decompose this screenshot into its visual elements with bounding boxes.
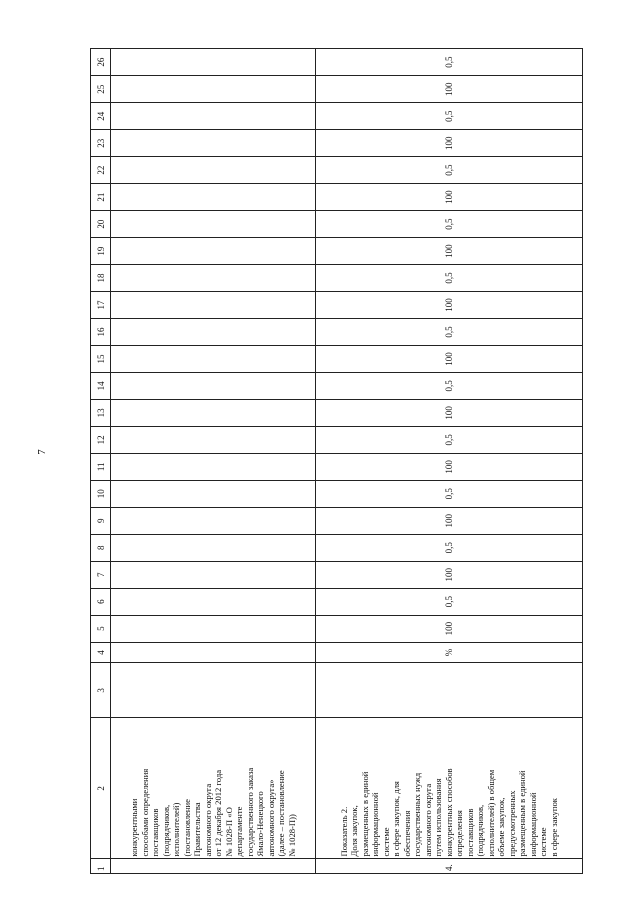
column-number-cell: 3 bbox=[91, 663, 111, 718]
description-line: предусмотренных bbox=[506, 790, 517, 857]
empty-cell bbox=[111, 265, 316, 292]
value-cell: 0,5 bbox=[316, 534, 583, 561]
value-cell: 0,5 bbox=[316, 211, 583, 238]
column-number-cell: 2 bbox=[91, 718, 111, 859]
description-line: в сфере закупок bbox=[548, 798, 559, 857]
empty-cell bbox=[111, 372, 316, 399]
empty-cell bbox=[111, 76, 316, 103]
column-number-cell: 7 bbox=[91, 561, 111, 588]
column-number-cell: 5 bbox=[91, 615, 111, 642]
column-number-cell: 6 bbox=[91, 588, 111, 615]
value-cell: 100 bbox=[316, 453, 583, 480]
description-line: в сфере закупок, для bbox=[391, 781, 402, 857]
description-line: путем использования bbox=[433, 778, 444, 857]
description-line: Ямало-Ненецкого bbox=[255, 791, 265, 857]
description-line: Показатель 2. bbox=[338, 806, 349, 857]
description-line: системе bbox=[380, 827, 391, 857]
description-line: поставщиков bbox=[150, 808, 160, 857]
description-line: автономного округа bbox=[422, 783, 433, 857]
row-number-cell bbox=[111, 859, 316, 874]
column-number-cell: 21 bbox=[91, 184, 111, 211]
column-number-cell: 20 bbox=[91, 211, 111, 238]
value-cell: 0,5 bbox=[316, 265, 583, 292]
value-cell: 100 bbox=[316, 507, 583, 534]
row-number-cell: 4. bbox=[316, 859, 583, 874]
value-cell: 100 bbox=[316, 76, 583, 103]
description-line: автономного округа» bbox=[265, 779, 276, 857]
empty-cell bbox=[111, 157, 316, 184]
column-number-cell: 1 bbox=[91, 859, 111, 874]
description-line: объеме закупок, bbox=[496, 797, 507, 857]
description-line: информационной bbox=[370, 792, 381, 857]
description-line: от 12 декабря 2012 года bbox=[213, 769, 223, 857]
column-number-cell: 13 bbox=[91, 399, 111, 426]
column-number-cell: 14 bbox=[91, 372, 111, 399]
empty-cell bbox=[111, 211, 316, 238]
description-line: № 1028-П)) bbox=[286, 814, 297, 857]
value-cell: 100 bbox=[316, 292, 583, 319]
column-number-cell: 22 bbox=[91, 157, 111, 184]
column-number-cell: 24 bbox=[91, 103, 111, 130]
column-number-cell: 4 bbox=[91, 642, 111, 663]
empty-cell bbox=[111, 426, 316, 453]
value-cell: 100 bbox=[316, 561, 583, 588]
value-cell: 0,5 bbox=[316, 103, 583, 130]
empty-cell bbox=[111, 130, 316, 157]
empty-cell bbox=[111, 238, 316, 265]
description-line: государственных нужд bbox=[412, 772, 423, 857]
empty-cell bbox=[111, 480, 316, 507]
empty-cell bbox=[111, 561, 316, 588]
description-line: государственного заказа bbox=[244, 767, 255, 857]
description-line: департаменте bbox=[234, 806, 244, 857]
empty-cell bbox=[316, 663, 583, 718]
description-line: определения bbox=[454, 810, 465, 857]
value-cell: 100 bbox=[316, 615, 583, 642]
description-line: конкурентными bbox=[129, 798, 139, 857]
column-number-cell: 9 bbox=[91, 507, 111, 534]
description-line: (постановление bbox=[181, 799, 192, 857]
value-cell: 0,5 bbox=[316, 588, 583, 615]
column-number-cell: 10 bbox=[91, 480, 111, 507]
unit-cell: % bbox=[316, 642, 583, 663]
value-cell: 100 bbox=[316, 345, 583, 372]
description-line: размещенным в единой bbox=[517, 770, 528, 857]
value-cell: 0,5 bbox=[316, 372, 583, 399]
description-line: автономного округа bbox=[202, 783, 213, 857]
column-number-cell: 23 bbox=[91, 130, 111, 157]
description-line: исполнителей) в общем bbox=[485, 769, 496, 857]
value-cell: 0,5 bbox=[316, 426, 583, 453]
indicator-description-cell bbox=[316, 718, 583, 859]
description-line: (подрядчиков, bbox=[160, 804, 171, 857]
value-cell: 100 bbox=[316, 238, 583, 265]
column-number-cell: 19 bbox=[91, 238, 111, 265]
empty-cell bbox=[111, 615, 316, 642]
empty-cell bbox=[111, 49, 316, 76]
description-line: обеспечения bbox=[401, 810, 412, 857]
table-row bbox=[111, 49, 316, 874]
value-cell: 100 bbox=[316, 130, 583, 157]
empty-cell bbox=[111, 345, 316, 372]
column-number-cell: 17 bbox=[91, 292, 111, 319]
description-line: Правительства bbox=[192, 802, 202, 857]
value-cell: 0,5 bbox=[316, 157, 583, 184]
column-number-cell: 8 bbox=[91, 534, 111, 561]
column-number-cell: 15 bbox=[91, 345, 111, 372]
description-line: исполнителей) bbox=[171, 802, 181, 857]
empty-cell bbox=[111, 318, 316, 345]
description-line: (далее – постановление bbox=[276, 770, 286, 857]
empty-cell bbox=[111, 534, 316, 561]
empty-cell bbox=[111, 663, 316, 718]
table-container bbox=[90, 48, 582, 874]
table-row bbox=[316, 49, 583, 874]
empty-cell bbox=[111, 588, 316, 615]
empty-cell bbox=[111, 103, 316, 130]
empty-cell bbox=[111, 642, 316, 663]
description-line: системе bbox=[538, 827, 549, 857]
description-line: информационной bbox=[527, 792, 538, 857]
column-number-cell: 11 bbox=[91, 453, 111, 480]
indicator-description-cell bbox=[111, 718, 316, 859]
page-number: 7 bbox=[36, 449, 48, 455]
empty-cell bbox=[111, 292, 316, 319]
description-line: № 1028-П «О bbox=[223, 807, 234, 857]
column-number-cell: 12 bbox=[91, 426, 111, 453]
description-line: конкурентных способов bbox=[443, 768, 454, 857]
value-cell: 0,5 bbox=[316, 318, 583, 345]
column-number-cell: 16 bbox=[91, 318, 111, 345]
description-line: способами определения bbox=[139, 768, 150, 857]
description-line: поставщиков bbox=[464, 808, 475, 857]
description-line: (подрядчиков, bbox=[475, 804, 486, 857]
value-cell: 0,5 bbox=[316, 480, 583, 507]
indicator-table bbox=[90, 48, 583, 874]
empty-cell bbox=[111, 399, 316, 426]
description-line: размещенных в единой bbox=[359, 771, 370, 857]
value-cell: 0,5 bbox=[316, 49, 583, 76]
value-cell: 100 bbox=[316, 399, 583, 426]
empty-cell bbox=[111, 507, 316, 534]
empty-cell bbox=[111, 453, 316, 480]
column-number-row bbox=[91, 49, 111, 874]
description-line: Доля закупок, bbox=[349, 805, 360, 857]
column-number-cell: 25 bbox=[91, 76, 111, 103]
value-cell: 100 bbox=[316, 184, 583, 211]
column-number-cell: 26 bbox=[91, 49, 111, 76]
empty-cell bbox=[111, 184, 316, 211]
column-number-cell: 18 bbox=[91, 265, 111, 292]
